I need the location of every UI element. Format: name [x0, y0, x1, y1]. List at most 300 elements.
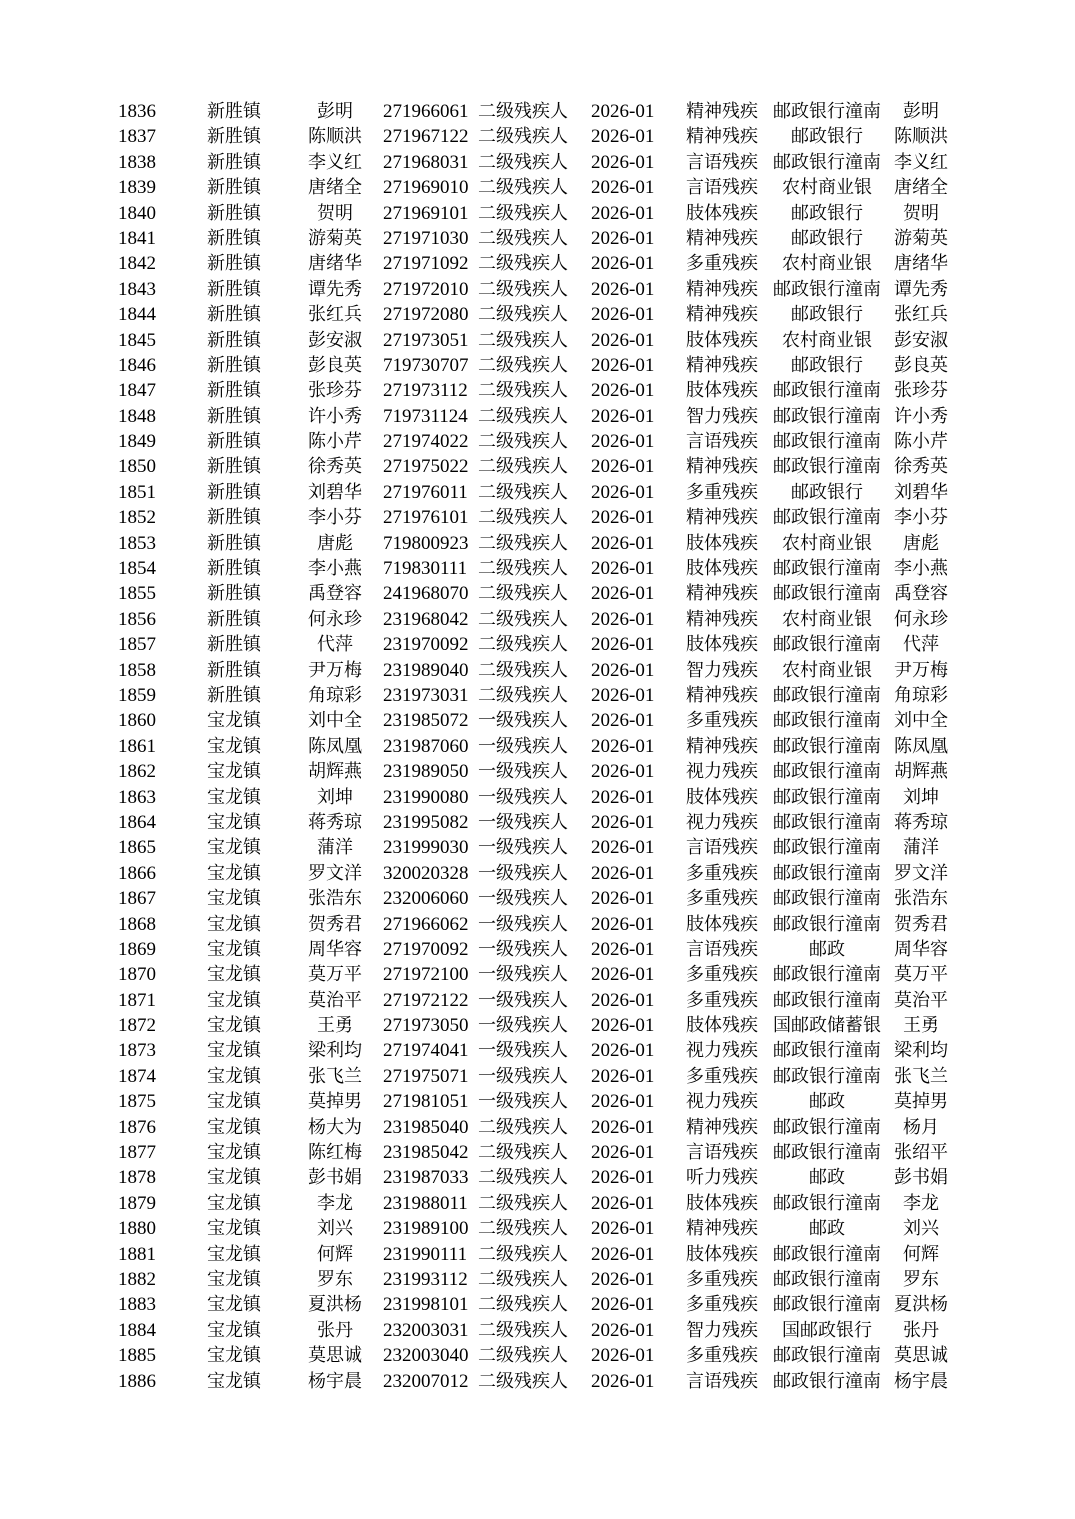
row-number: 1878: [118, 1167, 156, 1189]
name-cell: 莫掉男: [308, 1091, 362, 1113]
payee-cell: 何永珍: [894, 608, 948, 630]
row-number: 1849: [118, 431, 156, 453]
row-number: 1886: [118, 1370, 156, 1392]
id-number-cell: 271972100: [383, 964, 469, 986]
period-cell: 2026-01: [591, 964, 655, 986]
disability-grade-cell: 一级残疾人: [478, 1091, 568, 1113]
name-cell: 李小燕: [308, 558, 362, 580]
disability-grade-cell: 二级残疾人: [478, 278, 568, 300]
id-number-cell: 271966062: [383, 913, 469, 935]
period-cell: 2026-01: [591, 1319, 655, 1341]
table-row: [0, 124, 1075, 149]
payee-cell: 何辉: [903, 1243, 939, 1265]
town-cell: 宝龙镇: [207, 888, 261, 910]
bank-cell: 邮政: [809, 938, 845, 960]
period-cell: 2026-01: [591, 710, 655, 732]
town-cell: 新胜镇: [207, 227, 261, 249]
name-cell: 李小芬: [308, 507, 362, 529]
table-row: [0, 886, 1075, 911]
name-cell: 刘坤: [317, 786, 353, 808]
bank-cell: 邮政银行潼南: [773, 1116, 881, 1138]
id-number-cell: 232003031: [383, 1319, 469, 1341]
disability-grade-cell: 一级残疾人: [478, 811, 568, 833]
payee-cell: 罗东: [903, 1268, 939, 1290]
bank-cell: 邮政银行潼南: [773, 684, 881, 706]
town-cell: 新胜镇: [207, 151, 261, 173]
bank-cell: 邮政银行潼南: [773, 583, 881, 605]
table-row: [0, 1216, 1075, 1241]
name-cell: 贺明: [317, 202, 353, 224]
disability-type-cell: 精神残疾: [686, 354, 758, 376]
row-number: 1864: [118, 811, 156, 833]
name-cell: 彭良英: [308, 354, 362, 376]
period-cell: 2026-01: [591, 989, 655, 1011]
payee-cell: 禹登容: [894, 583, 948, 605]
row-number: 1856: [118, 608, 156, 630]
town-cell: 宝龙镇: [207, 811, 261, 833]
disability-grade-cell: 一级残疾人: [478, 938, 568, 960]
payee-cell: 彭明: [903, 101, 939, 122]
payee-cell: 唐绪华: [894, 253, 948, 275]
period-cell: 2026-01: [591, 837, 655, 859]
table-row: [0, 785, 1075, 810]
id-number-cell: 231985042: [383, 1142, 469, 1164]
table-row: [0, 328, 1075, 353]
name-cell: 张浩东: [308, 888, 362, 910]
name-cell: 杨大为: [308, 1116, 362, 1138]
payee-cell: 张珍芬: [894, 380, 948, 402]
bank-cell: 邮政银行潼南: [773, 862, 881, 884]
disability-type-cell: 肢体残疾: [686, 1192, 758, 1214]
table-row: [0, 201, 1075, 226]
disability-grade-cell: 二级残疾人: [478, 1192, 568, 1214]
bank-cell: 邮政银行潼南: [773, 1192, 881, 1214]
name-cell: 莫思诚: [308, 1345, 362, 1367]
town-cell: 宝龙镇: [207, 1319, 261, 1341]
disability-type-cell: 言语残疾: [686, 837, 758, 859]
period-cell: 2026-01: [591, 202, 655, 224]
payee-cell: 夏洪杨: [894, 1294, 948, 1316]
disability-grade-cell: 二级残疾人: [478, 507, 568, 529]
period-cell: 2026-01: [591, 532, 655, 554]
disability-type-cell: 精神残疾: [686, 278, 758, 300]
table-row: [0, 632, 1075, 657]
disability-type-cell: 肢体残疾: [686, 1015, 758, 1037]
row-number: 1859: [118, 684, 156, 706]
row-number: 1877: [118, 1142, 156, 1164]
period-cell: 2026-01: [591, 1294, 655, 1316]
table-row: [0, 1343, 1075, 1368]
period-cell: 2026-01: [591, 1015, 655, 1037]
disability-type-cell: 肢体残疾: [686, 634, 758, 656]
town-cell: 新胜镇: [207, 304, 261, 326]
row-number: 1836: [118, 101, 156, 122]
bank-cell: 邮政银行: [791, 354, 863, 376]
id-number-cell: 271974022: [383, 431, 469, 453]
payee-cell: 梁利均: [894, 1040, 948, 1062]
period-cell: 2026-01: [591, 558, 655, 580]
period-cell: 2026-01: [591, 431, 655, 453]
data-table: [0, 99, 1075, 1394]
disability-type-cell: 多重残疾: [686, 1268, 758, 1290]
payee-cell: 莫治平: [894, 989, 948, 1011]
row-number: 1863: [118, 786, 156, 808]
payee-cell: 角琼彩: [894, 684, 948, 706]
bank-cell: 邮政银行潼南: [773, 1040, 881, 1062]
disability-grade-cell: 二级残疾人: [478, 227, 568, 249]
name-cell: 莫万平: [308, 964, 362, 986]
table-row: [0, 1038, 1075, 1063]
table-row: [0, 1089, 1075, 1114]
name-cell: 罗东: [317, 1268, 353, 1290]
payee-cell: 尹万梅: [894, 659, 948, 681]
bank-cell: 邮政银行: [791, 481, 863, 503]
disability-type-cell: 精神残疾: [686, 583, 758, 605]
id-number-cell: 271971030: [383, 227, 469, 249]
row-number: 1885: [118, 1345, 156, 1367]
town-cell: 新胜镇: [207, 405, 261, 427]
table-row: [0, 1292, 1075, 1317]
town-cell: 新胜镇: [207, 354, 261, 376]
id-number-cell: 231993112: [383, 1268, 468, 1290]
period-cell: 2026-01: [591, 1091, 655, 1113]
period-cell: 2026-01: [591, 862, 655, 884]
disability-grade-cell: 二级残疾人: [478, 151, 568, 173]
table-row: [0, 1191, 1075, 1216]
disability-grade-cell: 一级残疾人: [478, 1040, 568, 1062]
disability-type-cell: 精神残疾: [686, 101, 758, 122]
bank-cell: 邮政银行: [791, 202, 863, 224]
period-cell: 2026-01: [591, 1065, 655, 1087]
name-cell: 唐绪华: [308, 253, 362, 275]
row-number: 1869: [118, 938, 156, 960]
name-cell: 蒲洋: [317, 837, 353, 859]
table-row: [0, 937, 1075, 962]
period-cell: 2026-01: [591, 126, 655, 148]
id-number-cell: 271973051: [383, 329, 469, 351]
town-cell: 新胜镇: [207, 684, 261, 706]
row-number: 1852: [118, 507, 156, 529]
name-cell: 唐彪: [317, 532, 353, 554]
bank-cell: 邮政: [809, 1167, 845, 1189]
payee-cell: 李小芬: [894, 507, 948, 529]
payee-cell: 杨月: [903, 1116, 939, 1138]
disability-grade-cell: 二级残疾人: [478, 202, 568, 224]
town-cell: 宝龙镇: [207, 938, 261, 960]
id-number-cell: 271971092: [383, 253, 469, 275]
bank-cell: 邮政银行潼南: [773, 634, 881, 656]
disability-grade-cell: 一级残疾人: [478, 786, 568, 808]
id-number-cell: 719730707: [383, 354, 469, 376]
id-number-cell: 271981051: [383, 1091, 469, 1113]
town-cell: 宝龙镇: [207, 913, 261, 935]
town-cell: 新胜镇: [207, 101, 261, 122]
disability-type-cell: 言语残疾: [686, 431, 758, 453]
town-cell: 宝龙镇: [207, 735, 261, 757]
table-row: [0, 226, 1075, 251]
disability-grade-cell: 二级残疾人: [478, 558, 568, 580]
name-cell: 彭书娟: [308, 1167, 362, 1189]
disability-type-cell: 智力残疾: [686, 405, 758, 427]
disability-type-cell: 肢体残疾: [686, 532, 758, 554]
bank-cell: 邮政银行潼南: [773, 405, 881, 427]
name-cell: 夏洪杨: [308, 1294, 362, 1316]
town-cell: 新胜镇: [207, 532, 261, 554]
disability-type-cell: 言语残疾: [686, 177, 758, 199]
table-row: [0, 378, 1075, 403]
period-cell: 2026-01: [591, 177, 655, 199]
town-cell: 新胜镇: [207, 177, 261, 199]
row-number: 1861: [118, 735, 156, 757]
town-cell: 宝龙镇: [207, 1345, 261, 1367]
name-cell: 贺秀君: [308, 913, 362, 935]
disability-type-cell: 肢体残疾: [686, 558, 758, 580]
disability-grade-cell: 一级残疾人: [478, 989, 568, 1011]
town-cell: 新胜镇: [207, 329, 261, 351]
bank-cell: 邮政银行潼南: [773, 735, 881, 757]
period-cell: 2026-01: [591, 608, 655, 630]
name-cell: 莫治平: [308, 989, 362, 1011]
row-number: 1858: [118, 659, 156, 681]
table-row: [0, 708, 1075, 733]
id-number-cell: 231973031: [383, 684, 469, 706]
id-number-cell: 719800923: [383, 532, 469, 554]
payee-cell: 胡辉燕: [894, 761, 948, 783]
id-number-cell: 271972080: [383, 304, 469, 326]
table-row: [0, 1165, 1075, 1190]
period-cell: 2026-01: [591, 1345, 655, 1367]
disability-grade-cell: 二级残疾人: [478, 177, 568, 199]
disability-grade-cell: 一级残疾人: [478, 735, 568, 757]
name-cell: 彭安淑: [308, 329, 362, 351]
bank-cell: 国邮政储蓄银: [773, 1015, 881, 1037]
payee-cell: 罗文洋: [894, 862, 948, 884]
bank-cell: 农村商业银: [782, 659, 872, 681]
id-number-cell: 271973112: [383, 380, 468, 402]
id-number-cell: 231968042: [383, 608, 469, 630]
table-row: [0, 454, 1075, 479]
disability-type-cell: 多重残疾: [686, 1065, 758, 1087]
disability-type-cell: 视力残疾: [686, 1040, 758, 1062]
table-row: [0, 277, 1075, 302]
table-row: [0, 810, 1075, 835]
town-cell: 宝龙镇: [207, 989, 261, 1011]
payee-cell: 李小燕: [894, 558, 948, 580]
id-number-cell: 231985072: [383, 710, 469, 732]
disability-type-cell: 言语残疾: [686, 938, 758, 960]
payee-cell: 彭良英: [894, 354, 948, 376]
name-cell: 刘兴: [317, 1218, 353, 1240]
payee-cell: 贺明: [903, 202, 939, 224]
table-row: [0, 658, 1075, 683]
bank-cell: 邮政银行潼南: [773, 558, 881, 580]
disability-type-cell: 视力残疾: [686, 1091, 758, 1113]
bank-cell: 农村商业银: [782, 329, 872, 351]
period-cell: 2026-01: [591, 1040, 655, 1062]
id-number-cell: 231987033: [383, 1167, 469, 1189]
disability-grade-cell: 二级残疾人: [478, 380, 568, 402]
disability-grade-cell: 一级残疾人: [478, 862, 568, 884]
name-cell: 陈凤凰: [308, 735, 362, 757]
bank-cell: 邮政银行: [791, 304, 863, 326]
disability-grade-cell: 二级残疾人: [478, 101, 568, 122]
period-cell: 2026-01: [591, 1167, 655, 1189]
name-cell: 角琼彩: [308, 684, 362, 706]
row-number: 1881: [118, 1243, 156, 1265]
town-cell: 宝龙镇: [207, 710, 261, 732]
disability-type-cell: 多重残疾: [686, 989, 758, 1011]
period-cell: 2026-01: [591, 913, 655, 935]
table-row: [0, 99, 1075, 124]
bank-cell: 农村商业银: [782, 532, 872, 554]
bank-cell: 邮政银行潼南: [773, 431, 881, 453]
period-cell: 2026-01: [591, 888, 655, 910]
id-number-cell: 231990111: [383, 1243, 468, 1265]
id-number-cell: 231987060: [383, 735, 469, 757]
id-number-cell: 271969010: [383, 177, 469, 199]
row-number: 1868: [118, 913, 156, 935]
bank-cell: 邮政银行潼南: [773, 964, 881, 986]
period-cell: 2026-01: [591, 354, 655, 376]
name-cell: 张丹: [317, 1319, 353, 1341]
payee-cell: 蒋秀琼: [894, 811, 948, 833]
payee-cell: 张浩东: [894, 888, 948, 910]
disability-type-cell: 视力残疾: [686, 811, 758, 833]
row-number: 1841: [118, 227, 156, 249]
period-cell: 2026-01: [591, 735, 655, 757]
row-number: 1855: [118, 583, 156, 605]
row-number: 1838: [118, 151, 156, 173]
table-row: [0, 556, 1075, 581]
payee-cell: 许小秀: [894, 405, 948, 427]
period-cell: 2026-01: [591, 1243, 655, 1265]
payee-cell: 唐彪: [903, 532, 939, 554]
period-cell: 2026-01: [591, 1370, 655, 1392]
disability-grade-cell: 二级残疾人: [478, 405, 568, 427]
name-cell: 张飞兰: [308, 1065, 362, 1087]
disability-type-cell: 肢体残疾: [686, 1243, 758, 1265]
name-cell: 唐绪全: [308, 177, 362, 199]
period-cell: 2026-01: [591, 1192, 655, 1214]
bank-cell: 农村商业银: [782, 177, 872, 199]
disability-type-cell: 视力残疾: [686, 761, 758, 783]
bank-cell: 邮政银行潼南: [773, 151, 881, 173]
row-number: 1851: [118, 481, 156, 503]
disability-grade-cell: 一级残疾人: [478, 837, 568, 859]
town-cell: 新胜镇: [207, 634, 261, 656]
bank-cell: 邮政银行潼南: [773, 811, 881, 833]
town-cell: 新胜镇: [207, 481, 261, 503]
id-number-cell: 271972010: [383, 278, 469, 300]
id-number-cell: 271974041: [383, 1040, 469, 1062]
disability-grade-cell: 一级残疾人: [478, 1015, 568, 1037]
table-row: [0, 759, 1075, 784]
disability-type-cell: 肢体残疾: [686, 329, 758, 351]
table-row: [0, 480, 1075, 505]
table-row: [0, 988, 1075, 1013]
bank-cell: 邮政银行潼南: [773, 761, 881, 783]
town-cell: 宝龙镇: [207, 1192, 261, 1214]
id-number-cell: 232003040: [383, 1345, 469, 1367]
disability-grade-cell: 二级残疾人: [478, 329, 568, 351]
disability-type-cell: 言语残疾: [686, 1142, 758, 1164]
town-cell: 新胜镇: [207, 583, 261, 605]
disability-type-cell: 肢体残疾: [686, 380, 758, 402]
town-cell: 宝龙镇: [207, 1167, 261, 1189]
name-cell: 张珍芬: [308, 380, 362, 402]
row-number: 1844: [118, 304, 156, 326]
payee-cell: 陈凤凰: [894, 735, 948, 757]
period-cell: 2026-01: [591, 1268, 655, 1290]
row-number: 1846: [118, 354, 156, 376]
id-number-cell: 231988011: [383, 1192, 468, 1214]
disability-grade-cell: 二级残疾人: [478, 456, 568, 478]
period-cell: 2026-01: [591, 304, 655, 326]
name-cell: 刘中全: [308, 710, 362, 732]
disability-grade-cell: 一级残疾人: [478, 888, 568, 910]
table-row: [0, 1267, 1075, 1292]
name-cell: 许小秀: [308, 405, 362, 427]
payee-cell: 王勇: [903, 1015, 939, 1037]
disability-grade-cell: 一级残疾人: [478, 761, 568, 783]
name-cell: 陈红梅: [308, 1142, 362, 1164]
bank-cell: 邮政银行潼南: [773, 1243, 881, 1265]
row-number: 1875: [118, 1091, 156, 1113]
bank-cell: 邮政银行: [791, 126, 863, 148]
payee-cell: 李义红: [894, 151, 948, 173]
table-row: [0, 302, 1075, 327]
name-cell: 禹登容: [308, 583, 362, 605]
bank-cell: 邮政银行潼南: [773, 913, 881, 935]
bank-cell: 农村商业银: [782, 253, 872, 275]
disability-type-cell: 精神残疾: [686, 608, 758, 630]
id-number-cell: 719731124: [383, 405, 468, 427]
table-row: [0, 607, 1075, 632]
disability-grade-cell: 二级残疾人: [478, 634, 568, 656]
table-row: [0, 912, 1075, 937]
disability-grade-cell: 二级残疾人: [478, 481, 568, 503]
name-cell: 蒋秀琼: [308, 811, 362, 833]
row-number: 1871: [118, 989, 156, 1011]
id-number-cell: 241968070: [383, 583, 469, 605]
disability-type-cell: 智力残疾: [686, 659, 758, 681]
bank-cell: 邮政银行潼南: [773, 278, 881, 300]
disability-grade-cell: 二级残疾人: [478, 1116, 568, 1138]
name-cell: 游菊英: [308, 227, 362, 249]
town-cell: 新胜镇: [207, 456, 261, 478]
payee-cell: 刘兴: [903, 1218, 939, 1240]
name-cell: 张红兵: [308, 304, 362, 326]
id-number-cell: 271972122: [383, 989, 469, 1011]
bank-cell: 邮政银行潼南: [773, 710, 881, 732]
bank-cell: 农村商业银: [782, 608, 872, 630]
bank-cell: 邮政银行: [791, 227, 863, 249]
payee-cell: 莫思诚: [894, 1345, 948, 1367]
disability-grade-cell: 二级残疾人: [478, 684, 568, 706]
payee-cell: 莫万平: [894, 964, 948, 986]
period-cell: 2026-01: [591, 151, 655, 173]
period-cell: 2026-01: [591, 811, 655, 833]
disability-grade-cell: 二级残疾人: [478, 1370, 568, 1392]
row-number: 1866: [118, 862, 156, 884]
id-number-cell: 271976011: [383, 481, 468, 503]
disability-grade-cell: 二级残疾人: [478, 1268, 568, 1290]
disability-type-cell: 多重残疾: [686, 1294, 758, 1316]
town-cell: 宝龙镇: [207, 1040, 261, 1062]
id-number-cell: 271970092: [383, 938, 469, 960]
bank-cell: 邮政: [809, 1091, 845, 1113]
disability-type-cell: 多重残疾: [686, 964, 758, 986]
